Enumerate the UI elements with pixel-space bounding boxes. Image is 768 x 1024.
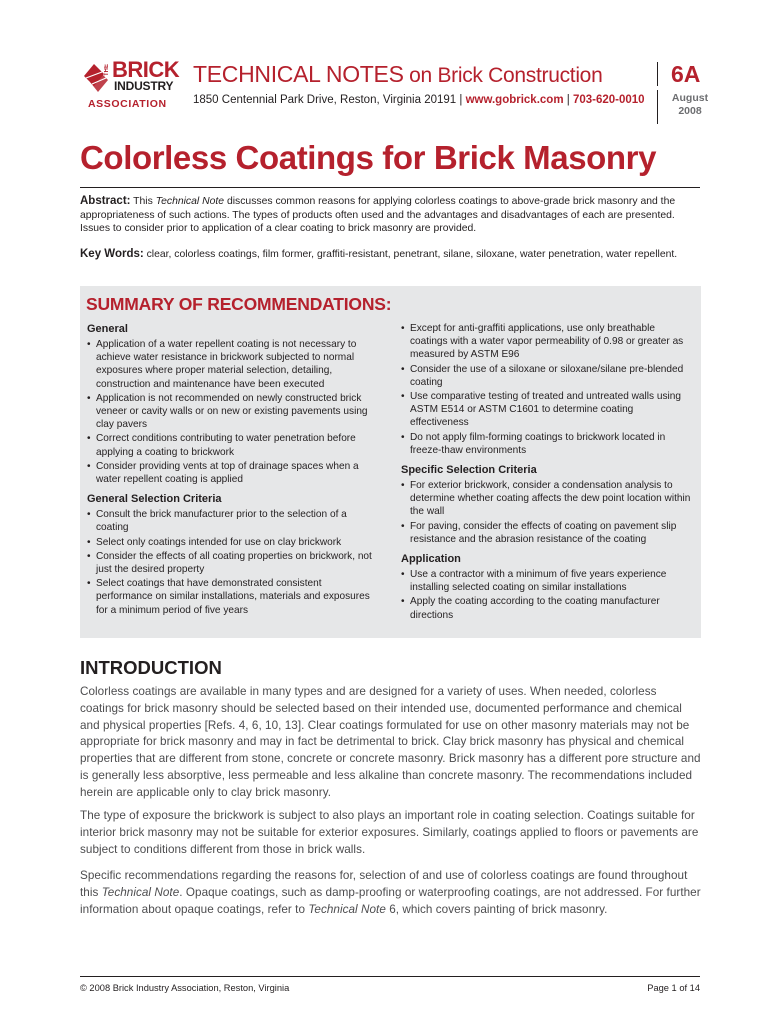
key-words — [80, 248, 700, 262]
p3-text-c: 6, which covers painting of brick masonry. — [385, 902, 608, 916]
phone-number: 703-620-0010 — [572, 94, 645, 106]
list-item: • Do not apply film-forming coatings to brickwork located in freeze-thaw environments — [401, 431, 691, 457]
date-month: August — [671, 92, 709, 104]
abstract-text-before: This — [130, 196, 156, 207]
separator: | — [456, 94, 466, 106]
p3-italic-1: Technical Note — [101, 885, 180, 899]
bia-logo — [80, 58, 184, 114]
abstract — [80, 195, 700, 236]
general-heading: General — [87, 323, 128, 335]
introduction-heading: INTRODUCTION — [80, 657, 222, 678]
summary-heading: SUMMARY OF RECOMMENDATIONS: — [86, 294, 392, 314]
list-item: • Select coatings that have demonstrated consistent performance on similar installations, materials and exposures for a minimum period of five years — [87, 577, 377, 617]
specific-selection-heading: Specific Selection Criteria — [401, 464, 537, 477]
list-item: • Application of a water repellent coating is not necessary to achieve water resistance in brickwork subjected to normal exposures where proper material selection, detailing, construction and maintenance have been executed — [87, 338, 377, 391]
list-item: • Correct conditions contributing to water penetration before applying a coating to brickwork — [87, 432, 377, 458]
publication-date — [662, 92, 718, 118]
list-item: • Consider the use of a siloxane or siloxane/silane pre-blended coating — [401, 363, 691, 389]
p3-text-b: . Opaque coatings, such as damp-proofing or waterproofing coatings, are not addressed. For further information about opaque coatings, refer to — [80, 885, 701, 916]
header-divider-lower — [657, 90, 658, 124]
series-title — [193, 60, 602, 90]
application-heading: Application — [401, 553, 461, 566]
list-item: • Apply the coating according to the coating manufacturer directions — [401, 595, 691, 621]
logo-industry: INDUSTRY — [114, 79, 174, 93]
p3-text-a: Specific recommendations regarding the reasons for, selection of and use of colorless coatings are found throughout this — [80, 869, 688, 899]
summary-right-column — [401, 322, 691, 628]
general-list — [87, 338, 377, 486]
header-divider — [657, 62, 658, 86]
application-list — [401, 568, 691, 622]
logo-association: ASSOCIATION — [88, 98, 167, 110]
website-link[interactable]: www.gobrick.com — [465, 94, 564, 106]
p3-italic-2: Technical Note — [308, 902, 386, 916]
note-number: 6A — [671, 61, 701, 87]
key-words-label: Key Words: — [80, 248, 144, 260]
list-item: • Use a contractor with a minimum of five years experience installing selected coating on similar installations — [401, 568, 691, 594]
continued-list — [401, 322, 691, 457]
list-item: • For exterior brickwork, consider a condensation analysis to determine whether coating affects the dew point location within the wall — [401, 479, 691, 519]
list-item: • Consider providing vents at top of drainage spaces when a water repellent coating is applied — [87, 460, 377, 486]
list-item: • Consult the brick manufacturer prior to the selection of a coating — [87, 508, 377, 534]
series-title-strong: TECHNICAL NOTES — [193, 61, 404, 87]
list-item: • Application is not recommended on newly constructed brick veneer or cavity walls or on new or existing pavements using clay pavers — [87, 392, 377, 432]
abstract-italic: Technical Note — [155, 196, 225, 207]
abstract-text: discusses common reasons for applying colorless coatings to above-grade brick masonry and the appropriateness of such actions. The types of products often used and the advantages and disadvantages of each are presented. Issues to consider prior to application of a clear coating to brick masonry are provided. — [80, 196, 676, 235]
list-item: • Except for anti-graffiti applications, use only breathable coatings with a water vapor permeability of 0.98 or greater as measured by ASTM E96 — [401, 322, 691, 362]
date-year: 2008 — [678, 105, 702, 117]
logo-the: THE — [104, 64, 110, 76]
summary-left-column — [87, 322, 377, 623]
general-selection-list — [87, 508, 377, 617]
contact-line — [193, 93, 645, 107]
footer-rule — [80, 976, 700, 977]
list-item: • For paving, consider the effects of coating on pavement slip resistance and the abrasion resistance of the coating — [401, 520, 691, 546]
intro-paragraph-3 — [80, 868, 702, 918]
copyright: © 2008 Brick Industry Association, Reston, Virginia — [80, 983, 290, 993]
logo-brick: BRICK — [112, 57, 180, 82]
page-number: Page 1 of 14 — [647, 983, 700, 993]
abstract-label: Abstract: — [80, 195, 131, 207]
separator: | — [563, 94, 573, 106]
general-selection-heading: General Selection Criteria — [87, 493, 222, 506]
intro-paragraph-2: The type of exposure the brickwork is subject to also plays an important role in coating selection. Coatings suitable for interior brick masonry may not be suitable for exterior exposures. Similarly, coatings applied to floors or pavements are subject to conditions different from those in brick walls. — [80, 809, 699, 856]
address: 1850 Centennial Park Drive, Reston, Virginia 20191 — [193, 94, 457, 106]
title-rule — [80, 187, 700, 188]
list-item: • Select only coatings intended for use on clay brickwork — [87, 536, 377, 549]
page-title: Colorless Coatings for Brick Masonry — [80, 139, 657, 176]
summary-box — [80, 286, 701, 638]
list-item: • Consider the effects of all coating properties on brickwork, not just the desired property — [87, 550, 377, 576]
list-item: • Use comparative testing of treated and untreated walls using ASTM E514 or ASTM C1601 to determine coating effectiveness — [401, 390, 691, 430]
intro-paragraph-1: Colorless coatings are available in many types and are designed for a variety of uses. When needed, colorless coatings for brick masonry should be selected based on their intended use, documented performance and chemical and physical properties [Refs. 4, 6, 10, 13]. Clear coatings formulated for use on other masonry materials may not be appropriate for brick masonry and may in fact be detrimental to brick. Clay brick masonry has physical and chemical properties that are different from stone, concrete or concrete masonry. Brick masonry has a different pore structure and is generally less absorptive, less permeable and less alkaline than concrete masonry. The recommendations included herein are applicable only to clay brick masonry. — [80, 685, 701, 799]
key-words-text: clear, colorless coatings, film former, graffiti-resistant, penetrant, silane, siloxane, water penetration, water repellent. — [143, 249, 678, 260]
series-title-light: on Brick Construction — [403, 64, 603, 87]
specific-selection-list — [401, 479, 691, 546]
